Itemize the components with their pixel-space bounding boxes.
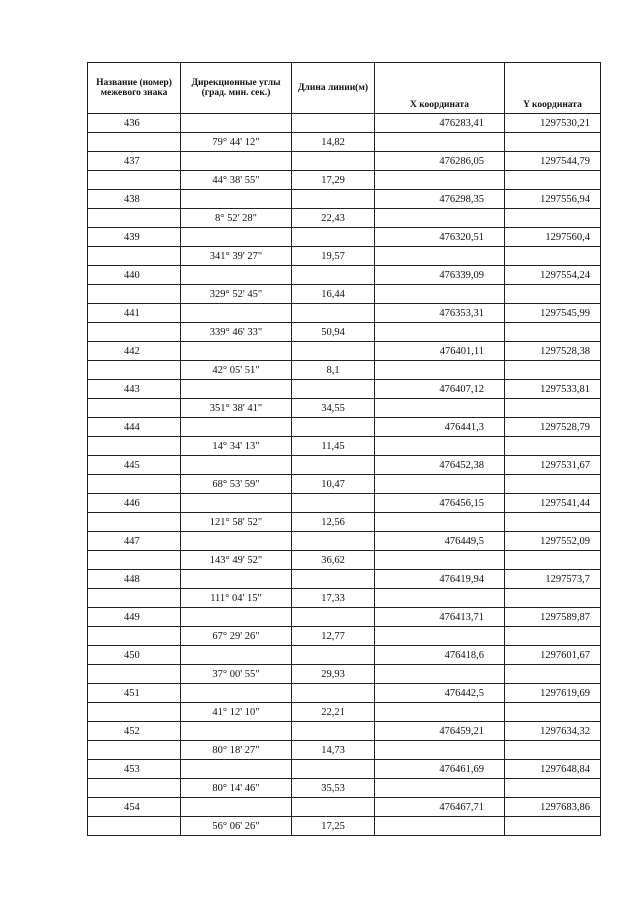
empty-cell <box>375 437 505 456</box>
point-name-cell: 437 <box>88 152 181 171</box>
y-coordinate-cell: 1297552,09 <box>505 532 601 551</box>
empty-cell <box>505 475 601 494</box>
empty-cell <box>88 133 181 152</box>
empty-cell <box>375 779 505 798</box>
empty-cell <box>88 437 181 456</box>
line-length-cell: 17,33 <box>292 589 375 608</box>
x-coordinate-cell: 476353,31 <box>375 304 505 323</box>
empty-cell <box>181 798 292 817</box>
y-coordinate-cell: 1297528,38 <box>505 342 601 361</box>
empty-cell <box>375 323 505 342</box>
point-row <box>88 532 601 551</box>
line-length-cell: 29,93 <box>292 665 375 684</box>
point-row <box>88 722 601 741</box>
line-length-cell: 19,57 <box>292 247 375 266</box>
point-row <box>88 114 601 133</box>
empty-cell <box>181 304 292 323</box>
point-row <box>88 380 601 399</box>
segment-row <box>88 475 601 494</box>
point-name-cell: 445 <box>88 456 181 475</box>
x-coordinate-cell: 476467,71 <box>375 798 505 817</box>
point-row <box>88 304 601 323</box>
x-coordinate-cell: 476449,5 <box>375 532 505 551</box>
empty-cell <box>292 456 375 475</box>
header-direction-angle: Дирекционные углы (град. мин. сек.) <box>181 63 292 114</box>
x-coordinate-cell: 476419,94 <box>375 570 505 589</box>
point-name-cell: 451 <box>88 684 181 703</box>
table-header-row <box>88 63 601 114</box>
header-y-coordinate: Y координата <box>505 63 601 114</box>
x-coordinate-cell: 476407,12 <box>375 380 505 399</box>
line-length-cell: 17,25 <box>292 817 375 836</box>
empty-cell <box>88 209 181 228</box>
empty-cell <box>375 703 505 722</box>
empty-cell <box>181 456 292 475</box>
point-name-cell: 452 <box>88 722 181 741</box>
empty-cell <box>505 133 601 152</box>
point-row <box>88 228 601 247</box>
direction-angle-cell: 44° 38' 55" <box>181 171 292 190</box>
empty-cell <box>375 171 505 190</box>
empty-cell <box>181 494 292 513</box>
empty-cell <box>505 323 601 342</box>
boundary-points-table <box>87 62 601 836</box>
point-row <box>88 684 601 703</box>
table-body <box>88 114 601 836</box>
point-name-cell: 449 <box>88 608 181 627</box>
empty-cell <box>88 323 181 342</box>
segment-row <box>88 209 601 228</box>
x-coordinate-cell: 476442,5 <box>375 684 505 703</box>
x-coordinate-cell: 476441,3 <box>375 418 505 437</box>
segment-row <box>88 399 601 418</box>
empty-cell <box>375 285 505 304</box>
empty-cell <box>505 779 601 798</box>
empty-cell <box>505 817 601 836</box>
y-coordinate-cell: 1297573,7 <box>505 570 601 589</box>
direction-angle-cell: 80° 14' 46" <box>181 779 292 798</box>
empty-cell <box>505 285 601 304</box>
y-coordinate-cell: 1297589,87 <box>505 608 601 627</box>
empty-cell <box>292 532 375 551</box>
empty-cell <box>375 513 505 532</box>
empty-cell <box>181 228 292 247</box>
direction-angle-cell: 8° 52' 28" <box>181 209 292 228</box>
empty-cell <box>505 399 601 418</box>
empty-cell <box>375 741 505 760</box>
point-row <box>88 798 601 817</box>
empty-cell <box>181 266 292 285</box>
empty-cell <box>88 817 181 836</box>
empty-cell <box>181 190 292 209</box>
y-coordinate-cell: 1297545,99 <box>505 304 601 323</box>
segment-row <box>88 171 601 190</box>
direction-angle-cell: 341° 39' 27" <box>181 247 292 266</box>
x-coordinate-cell: 476459,21 <box>375 722 505 741</box>
direction-angle-cell: 67° 29' 26" <box>181 627 292 646</box>
empty-cell <box>292 304 375 323</box>
empty-cell <box>88 285 181 304</box>
segment-row <box>88 703 601 722</box>
empty-cell <box>88 361 181 380</box>
direction-angle-cell: 143° 49' 52" <box>181 551 292 570</box>
empty-cell <box>375 247 505 266</box>
point-row <box>88 570 601 589</box>
x-coordinate-cell: 476456,15 <box>375 494 505 513</box>
segment-row <box>88 513 601 532</box>
line-length-cell: 22,43 <box>292 209 375 228</box>
segment-row <box>88 247 601 266</box>
y-coordinate-cell: 1297619,69 <box>505 684 601 703</box>
empty-cell <box>375 209 505 228</box>
point-name-cell: 441 <box>88 304 181 323</box>
direction-angle-cell: 56° 06' 26" <box>181 817 292 836</box>
segment-row <box>88 437 601 456</box>
line-length-cell: 22,21 <box>292 703 375 722</box>
empty-cell <box>181 722 292 741</box>
line-length-cell: 12,56 <box>292 513 375 532</box>
point-name-cell: 443 <box>88 380 181 399</box>
x-coordinate-cell: 476283,41 <box>375 114 505 133</box>
line-length-cell: 14,82 <box>292 133 375 152</box>
x-coordinate-cell: 476418,6 <box>375 646 505 665</box>
empty-cell <box>88 171 181 190</box>
point-row <box>88 494 601 513</box>
empty-cell <box>181 608 292 627</box>
empty-cell <box>505 209 601 228</box>
line-length-cell: 16,44 <box>292 285 375 304</box>
line-length-cell: 10,47 <box>292 475 375 494</box>
y-coordinate-cell: 1297556,94 <box>505 190 601 209</box>
y-coordinate-cell: 1297560,4 <box>505 228 601 247</box>
direction-angle-cell: 79° 44' 12" <box>181 133 292 152</box>
empty-cell <box>505 703 601 722</box>
point-name-cell: 444 <box>88 418 181 437</box>
point-row <box>88 190 601 209</box>
direction-angle-cell: 329° 52' 45" <box>181 285 292 304</box>
empty-cell <box>375 817 505 836</box>
empty-cell <box>292 684 375 703</box>
y-coordinate-cell: 1297683,86 <box>505 798 601 817</box>
x-coordinate-cell: 476298,35 <box>375 190 505 209</box>
point-name-cell: 438 <box>88 190 181 209</box>
point-name-cell: 450 <box>88 646 181 665</box>
empty-cell <box>181 152 292 171</box>
point-row <box>88 646 601 665</box>
y-coordinate-cell: 1297554,24 <box>505 266 601 285</box>
empty-cell <box>88 399 181 418</box>
y-coordinate-cell: 1297528,79 <box>505 418 601 437</box>
point-row <box>88 418 601 437</box>
line-length-cell: 34,55 <box>292 399 375 418</box>
segment-row <box>88 627 601 646</box>
direction-angle-cell: 351° 38' 41" <box>181 399 292 418</box>
empty-cell <box>88 589 181 608</box>
point-name-cell: 439 <box>88 228 181 247</box>
empty-cell <box>292 418 375 437</box>
line-length-cell: 35,53 <box>292 779 375 798</box>
empty-cell <box>292 342 375 361</box>
point-name-cell: 442 <box>88 342 181 361</box>
empty-cell <box>375 399 505 418</box>
direction-angle-cell: 37° 00' 55" <box>181 665 292 684</box>
empty-cell <box>88 247 181 266</box>
empty-cell <box>375 551 505 570</box>
empty-cell <box>181 342 292 361</box>
header-point-name: Название (номер) межевого знака <box>88 63 181 114</box>
empty-cell <box>181 646 292 665</box>
empty-cell <box>505 171 601 190</box>
empty-cell <box>505 665 601 684</box>
y-coordinate-cell: 1297648,84 <box>505 760 601 779</box>
empty-cell <box>88 665 181 684</box>
direction-angle-cell: 111° 04' 15" <box>181 589 292 608</box>
y-coordinate-cell: 1297531,67 <box>505 456 601 475</box>
empty-cell <box>505 551 601 570</box>
empty-cell <box>292 152 375 171</box>
y-coordinate-cell: 1297533,81 <box>505 380 601 399</box>
x-coordinate-cell: 476413,71 <box>375 608 505 627</box>
segment-row <box>88 551 601 570</box>
segment-row <box>88 817 601 836</box>
line-length-cell: 12,77 <box>292 627 375 646</box>
header-line-length: Длина линии(м) <box>292 63 375 114</box>
direction-angle-cell: 68° 53' 59" <box>181 475 292 494</box>
empty-cell <box>375 475 505 494</box>
empty-cell <box>292 608 375 627</box>
empty-cell <box>88 513 181 532</box>
empty-cell <box>292 722 375 741</box>
empty-cell <box>505 247 601 266</box>
empty-cell <box>88 627 181 646</box>
empty-cell <box>88 475 181 494</box>
y-coordinate-cell: 1297601,67 <box>505 646 601 665</box>
empty-cell <box>181 570 292 589</box>
point-name-cell: 436 <box>88 114 181 133</box>
segment-row <box>88 665 601 684</box>
line-length-cell: 11,45 <box>292 437 375 456</box>
empty-cell <box>181 532 292 551</box>
x-coordinate-cell: 476401,11 <box>375 342 505 361</box>
empty-cell <box>505 437 601 456</box>
segment-row <box>88 741 601 760</box>
empty-cell <box>292 760 375 779</box>
x-coordinate-cell: 476320,51 <box>375 228 505 247</box>
y-coordinate-cell: 1297530,21 <box>505 114 601 133</box>
direction-angle-cell: 41° 12' 10" <box>181 703 292 722</box>
y-coordinate-cell: 1297541,44 <box>505 494 601 513</box>
point-row <box>88 760 601 779</box>
empty-cell <box>88 551 181 570</box>
empty-cell <box>181 380 292 399</box>
empty-cell <box>181 684 292 703</box>
line-length-cell: 17,29 <box>292 171 375 190</box>
direction-angle-cell: 14° 34' 13" <box>181 437 292 456</box>
empty-cell <box>292 798 375 817</box>
empty-cell <box>292 190 375 209</box>
x-coordinate-cell: 476452,38 <box>375 456 505 475</box>
empty-cell <box>505 513 601 532</box>
point-row <box>88 608 601 627</box>
line-length-cell: 36,62 <box>292 551 375 570</box>
empty-cell <box>181 418 292 437</box>
empty-cell <box>292 114 375 133</box>
empty-cell <box>88 741 181 760</box>
x-coordinate-cell: 476461,69 <box>375 760 505 779</box>
segment-row <box>88 133 601 152</box>
empty-cell <box>375 589 505 608</box>
point-name-cell: 446 <box>88 494 181 513</box>
empty-cell <box>181 760 292 779</box>
line-length-cell: 50,94 <box>292 323 375 342</box>
direction-angle-cell: 339° 46' 33" <box>181 323 292 342</box>
header-x-coordinate: X координата <box>375 63 505 114</box>
point-name-cell: 448 <box>88 570 181 589</box>
empty-cell <box>375 133 505 152</box>
empty-cell <box>505 627 601 646</box>
point-name-cell: 454 <box>88 798 181 817</box>
empty-cell <box>292 646 375 665</box>
empty-cell <box>181 114 292 133</box>
empty-cell <box>505 741 601 760</box>
direction-angle-cell: 80° 18' 27" <box>181 741 292 760</box>
empty-cell <box>375 627 505 646</box>
direction-angle-cell: 42° 05' 51" <box>181 361 292 380</box>
empty-cell <box>292 228 375 247</box>
empty-cell <box>505 589 601 608</box>
y-coordinate-cell: 1297544,79 <box>505 152 601 171</box>
point-row <box>88 456 601 475</box>
x-coordinate-cell: 476286,05 <box>375 152 505 171</box>
empty-cell <box>375 665 505 684</box>
empty-cell <box>88 703 181 722</box>
point-name-cell: 440 <box>88 266 181 285</box>
direction-angle-cell: 121° 58' 52" <box>181 513 292 532</box>
y-coordinate-cell: 1297634,32 <box>505 722 601 741</box>
empty-cell <box>375 361 505 380</box>
segment-row <box>88 361 601 380</box>
point-row <box>88 342 601 361</box>
segment-row <box>88 323 601 342</box>
empty-cell <box>505 361 601 380</box>
empty-cell <box>292 380 375 399</box>
line-length-cell: 14,73 <box>292 741 375 760</box>
point-name-cell: 447 <box>88 532 181 551</box>
segment-row <box>88 285 601 304</box>
point-name-cell: 453 <box>88 760 181 779</box>
empty-cell <box>292 494 375 513</box>
empty-cell <box>88 779 181 798</box>
x-coordinate-cell: 476339,09 <box>375 266 505 285</box>
empty-cell <box>292 266 375 285</box>
segment-row <box>88 589 601 608</box>
point-row <box>88 152 601 171</box>
line-length-cell: 8,1 <box>292 361 375 380</box>
segment-row <box>88 779 601 798</box>
point-row <box>88 266 601 285</box>
empty-cell <box>292 570 375 589</box>
